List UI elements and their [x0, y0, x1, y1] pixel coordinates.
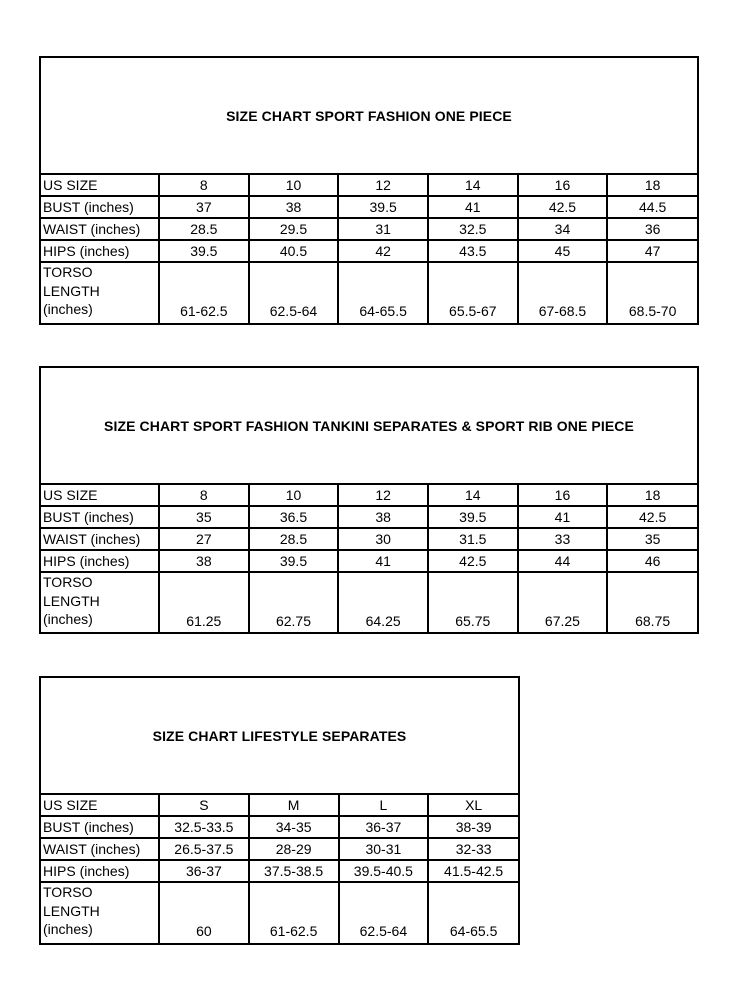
size-cell: 10 [249, 175, 339, 196]
torso-cell: 65.75 [428, 572, 518, 633]
torso-row [41, 882, 518, 943]
us-size-row [41, 175, 697, 196]
hips-cell: 37.5-38.5 [249, 860, 339, 882]
torso-label-line: TORSO [43, 264, 93, 280]
size-table [41, 795, 518, 943]
row-label-bust: BUST (inches) [41, 816, 159, 838]
waist-cell: 27 [159, 528, 249, 550]
waist-cell: 30-31 [339, 838, 429, 860]
hips-cell: 41 [338, 550, 428, 572]
torso-cell: 64-65.5 [428, 882, 518, 943]
row-label-bust: BUST (inches) [41, 196, 159, 218]
waist-row [41, 218, 697, 240]
torso-row [41, 262, 697, 323]
bust-cell: 44.5 [607, 196, 697, 218]
size-cell: 10 [249, 485, 339, 506]
hips-cell: 40.5 [249, 240, 339, 262]
bust-cell: 37 [159, 196, 249, 218]
hips-cell: 43.5 [428, 240, 518, 262]
size-cell: S [159, 795, 249, 816]
size-cell: 18 [607, 485, 697, 506]
size-cell: XL [428, 795, 518, 816]
size-chart-tankini-separates [39, 366, 699, 634]
row-label-waist: WAIST (inches) [41, 838, 159, 860]
bust-cell: 41 [428, 196, 518, 218]
us-size-row [41, 485, 697, 506]
torso-label-line: LENGTH [43, 282, 100, 299]
size-cell: 16 [518, 175, 608, 196]
torso-row [41, 572, 697, 633]
waist-cell: 36 [607, 218, 697, 240]
bust-cell: 34-35 [249, 816, 339, 838]
waist-cell: 31 [338, 218, 428, 240]
hips-row [41, 860, 518, 882]
waist-row [41, 838, 518, 860]
torso-cell: 61.25 [159, 572, 249, 633]
hips-row [41, 240, 697, 262]
torso-cell: 68.75 [607, 572, 697, 633]
hips-cell: 42.5 [428, 550, 518, 572]
size-chart-sport-fashion-one-piece [39, 56, 699, 325]
torso-label-line: TORSO [43, 574, 93, 590]
hips-cell: 39.5-40.5 [339, 860, 429, 882]
waist-cell: 26.5-37.5 [159, 838, 249, 860]
hips-cell: 45 [518, 240, 608, 262]
row-label-bust: BUST (inches) [41, 506, 159, 528]
torso-cell: 62.5-64 [339, 882, 429, 943]
row-label-waist: WAIST (inches) [41, 218, 159, 240]
chart-title: SIZE CHART SPORT FASHION ONE PIECE [41, 58, 697, 175]
torso-cell: 61-62.5 [249, 882, 339, 943]
size-cell: 8 [159, 485, 249, 506]
row-label-torso [41, 262, 159, 323]
waist-cell: 34 [518, 218, 608, 240]
row-label-hips: HIPS (inches) [41, 240, 159, 262]
size-cell: L [339, 795, 429, 816]
row-label-torso [41, 882, 159, 943]
bust-cell: 41 [518, 506, 608, 528]
bust-cell: 38 [249, 196, 339, 218]
hips-cell: 44 [518, 550, 608, 572]
torso-label-line: (inches) [43, 301, 93, 317]
waist-cell: 28-29 [249, 838, 339, 860]
bust-cell: 39.5 [338, 196, 428, 218]
torso-cell: 68.5-70 [607, 262, 697, 323]
bust-row [41, 196, 697, 218]
hips-cell: 46 [607, 550, 697, 572]
bust-row [41, 506, 697, 528]
hips-cell: 39.5 [249, 550, 339, 572]
bust-cell: 36-37 [339, 816, 429, 838]
chart-title: SIZE CHART LIFESTYLE SEPARATES [41, 678, 518, 795]
bust-cell: 38 [338, 506, 428, 528]
waist-cell: 32.5 [428, 218, 518, 240]
torso-cell: 62.75 [249, 572, 339, 633]
bust-cell: 32.5-33.5 [159, 816, 249, 838]
waist-cell: 32-33 [428, 838, 518, 860]
size-cell: 8 [159, 175, 249, 196]
bust-cell: 35 [159, 506, 249, 528]
size-table [41, 485, 697, 633]
us-size-row [41, 795, 518, 816]
row-label-us-size: US SIZE [41, 175, 159, 196]
size-cell: 14 [428, 175, 518, 196]
waist-cell: 33 [518, 528, 608, 550]
waist-row [41, 528, 697, 550]
row-label-torso [41, 572, 159, 633]
row-label-us-size: US SIZE [41, 795, 159, 816]
chart-title: SIZE CHART SPORT FASHION TANKINI SEPARATES & SPORT RIB ONE PIECE [41, 368, 697, 485]
size-cell: 12 [338, 175, 428, 196]
bust-cell: 36.5 [249, 506, 339, 528]
size-cell: 16 [518, 485, 608, 506]
torso-cell: 67.25 [518, 572, 608, 633]
size-chart-lifestyle-separates [39, 676, 520, 945]
torso-cell: 64-65.5 [338, 262, 428, 323]
bust-cell: 38-39 [428, 816, 518, 838]
torso-cell: 61-62.5 [159, 262, 249, 323]
size-cell: M [249, 795, 339, 816]
torso-cell: 62.5-64 [249, 262, 339, 323]
waist-cell: 31.5 [428, 528, 518, 550]
torso-label-line: LENGTH [43, 902, 100, 919]
torso-label-line: LENGTH [43, 592, 100, 609]
row-label-hips: HIPS (inches) [41, 550, 159, 572]
torso-cell: 65.5-67 [428, 262, 518, 323]
hips-cell: 41.5-42.5 [428, 860, 518, 882]
waist-cell: 30 [338, 528, 428, 550]
torso-cell: 64.25 [338, 572, 428, 633]
torso-cell: 60 [159, 882, 249, 943]
waist-cell: 28.5 [249, 528, 339, 550]
hips-cell: 47 [607, 240, 697, 262]
row-label-us-size: US SIZE [41, 485, 159, 506]
size-cell: 14 [428, 485, 518, 506]
waist-cell: 35 [607, 528, 697, 550]
bust-cell: 42.5 [607, 506, 697, 528]
bust-row [41, 816, 518, 838]
hips-row [41, 550, 697, 572]
hips-cell: 36-37 [159, 860, 249, 882]
row-label-hips: HIPS (inches) [41, 860, 159, 882]
waist-cell: 28.5 [159, 218, 249, 240]
hips-cell: 38 [159, 550, 249, 572]
size-cell: 12 [338, 485, 428, 506]
torso-label-line: (inches) [43, 921, 93, 937]
hips-cell: 42 [338, 240, 428, 262]
bust-cell: 42.5 [518, 196, 608, 218]
torso-cell: 67-68.5 [518, 262, 608, 323]
torso-label-line: TORSO [43, 884, 93, 900]
bust-cell: 39.5 [428, 506, 518, 528]
size-cell: 18 [607, 175, 697, 196]
row-label-waist: WAIST (inches) [41, 528, 159, 550]
size-table [41, 175, 697, 323]
waist-cell: 29.5 [249, 218, 339, 240]
hips-cell: 39.5 [159, 240, 249, 262]
torso-label-line: (inches) [43, 611, 93, 627]
